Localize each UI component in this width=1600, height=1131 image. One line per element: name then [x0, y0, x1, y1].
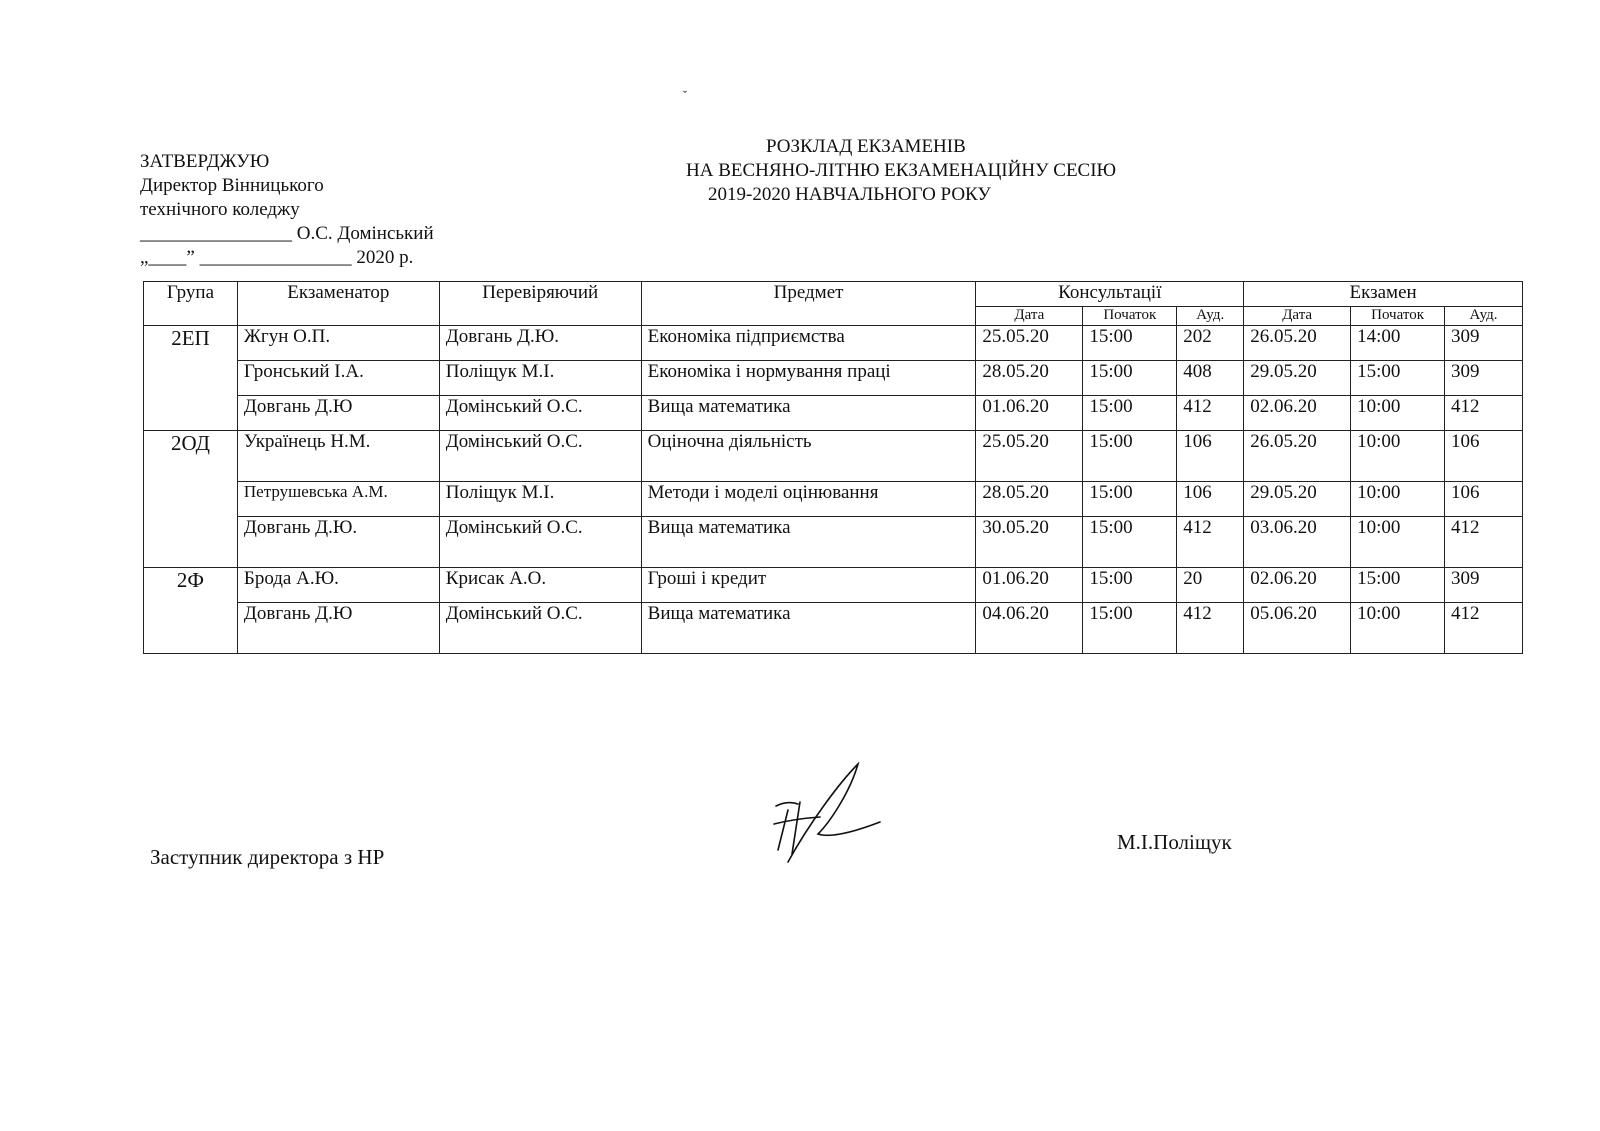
reviewer-cell: Довгань Д.Ю.	[439, 326, 641, 361]
subject-cell: Вища математика	[641, 517, 976, 568]
header-consult-start: Початок	[1083, 307, 1177, 326]
consult-date-cell: 30.05.20	[976, 517, 1083, 568]
consult-room-cell: 106	[1177, 431, 1244, 482]
deputy-director-title: Заступник директора з НР	[150, 845, 385, 869]
table-row	[144, 431, 1523, 482]
exam-date-cell: 29.05.20	[1244, 482, 1351, 517]
exam-start-cell: 10:00	[1351, 482, 1445, 517]
consult-date-cell: 01.06.20	[976, 568, 1083, 603]
header-consult-date: Дата	[976, 307, 1083, 326]
exam-start-cell: 15:00	[1351, 568, 1445, 603]
subject-cell: Економіка і нормування праці	[641, 361, 976, 396]
exam-date-cell: 26.05.20	[1244, 431, 1351, 482]
approval-date-line: „____” ________________ 2020 р.	[140, 247, 414, 268]
table-row	[144, 396, 1523, 431]
header-subject: Предмет	[641, 282, 976, 326]
exam-date-cell: 26.05.20	[1244, 326, 1351, 361]
consult-room-cell: 202	[1177, 326, 1244, 361]
approval-heading: ЗАТВЕРДЖУЮ	[140, 151, 270, 172]
header-exam: Екзамен	[1244, 282, 1523, 307]
header-consult-room: Ауд.	[1177, 307, 1244, 326]
consult-date-cell: 25.05.20	[976, 431, 1083, 482]
exam-start-cell: 10:00	[1351, 396, 1445, 431]
reviewer-cell: Домінський О.С.	[439, 603, 641, 654]
consult-start-cell: 15:00	[1083, 568, 1177, 603]
subject-cell: Оціночна діяльність	[641, 431, 976, 482]
group-cell: 2Ф	[144, 568, 238, 654]
consult-start-cell: 15:00	[1083, 517, 1177, 568]
reviewer-cell: Домінський О.С.	[439, 396, 641, 431]
consult-start-cell: 15:00	[1083, 361, 1177, 396]
scan-mark: ˇ	[683, 88, 687, 102]
examiner-cell: Жгун О.П.	[237, 326, 439, 361]
deputy-director-name: М.І.Поліщук	[1117, 830, 1232, 854]
consult-start-cell: 15:00	[1083, 482, 1177, 517]
subject-cell: Вища математика	[641, 603, 976, 654]
consult-date-cell: 01.06.20	[976, 396, 1083, 431]
consult-room-cell: 408	[1177, 361, 1244, 396]
header-exam-date: Дата	[1244, 307, 1351, 326]
consult-date-cell: 28.05.20	[976, 361, 1083, 396]
consult-room-cell: 412	[1177, 396, 1244, 431]
examiner-cell: Українець Н.М.	[237, 431, 439, 482]
consult-room-cell: 20	[1177, 568, 1244, 603]
exam-room-cell: 412	[1445, 603, 1523, 654]
header-group: Група	[144, 282, 238, 326]
header-reviewer: Перевіряючий	[439, 282, 641, 326]
table-row	[144, 517, 1523, 568]
subject-cell: Економіка підприємства	[641, 326, 976, 361]
exam-start-cell: 10:00	[1351, 517, 1445, 568]
exam-start-cell: 14:00	[1351, 326, 1445, 361]
exam-start-cell: 10:00	[1351, 603, 1445, 654]
exam-room-cell: 309	[1445, 361, 1523, 396]
consult-start-cell: 15:00	[1083, 326, 1177, 361]
consult-date-cell: 28.05.20	[976, 482, 1083, 517]
approval-signature-line: ________________ О.С. Домінський	[140, 223, 434, 244]
table-row	[144, 482, 1523, 517]
consult-date-cell: 25.05.20	[976, 326, 1083, 361]
approval-director: Директор Вінницького	[140, 175, 324, 196]
table-row	[144, 568, 1523, 603]
examiner-cell: Брода А.Ю.	[237, 568, 439, 603]
document-subtitle: НА ВЕСНЯНО-ЛІТНЮ ЕКЗАМЕНАЦІЙНУ СЕСІЮ	[686, 160, 1117, 181]
consult-room-cell: 106	[1177, 482, 1244, 517]
consult-start-cell: 15:00	[1083, 431, 1177, 482]
subject-cell: Вища математика	[641, 396, 976, 431]
examiner-cell: Довгань Д.Ю.	[237, 517, 439, 568]
examiner-cell: Довгань Д.Ю	[237, 396, 439, 431]
document-year: 2019-2020 НАВЧАЛЬНОГО РОКУ	[708, 184, 991, 205]
exam-date-cell: 05.06.20	[1244, 603, 1351, 654]
exam-date-cell: 29.05.20	[1244, 361, 1351, 396]
table-row	[144, 603, 1523, 654]
exam-room-cell: 106	[1445, 482, 1523, 517]
header-exam-room: Ауд.	[1445, 307, 1523, 326]
subject-cell: Гроші і кредит	[641, 568, 976, 603]
header-consultations: Консультації	[976, 282, 1244, 307]
exam-room-cell: 309	[1445, 568, 1523, 603]
handwritten-signature	[770, 762, 890, 882]
consult-room-cell: 412	[1177, 517, 1244, 568]
exam-room-cell: 106	[1445, 431, 1523, 482]
consult-date-cell: 04.06.20	[976, 603, 1083, 654]
exam-date-cell: 02.06.20	[1244, 568, 1351, 603]
examiner-cell: Довгань Д.Ю	[237, 603, 439, 654]
reviewer-cell: Поліщук М.І.	[439, 482, 641, 517]
examiner-cell: Петрушевська А.М.	[237, 482, 439, 517]
exam-schedule-table	[143, 281, 1523, 654]
header-exam-start: Початок	[1351, 307, 1445, 326]
exam-date-cell: 02.06.20	[1244, 396, 1351, 431]
table-row	[144, 361, 1523, 396]
consult-room-cell: 412	[1177, 603, 1244, 654]
reviewer-cell: Домінський О.С.	[439, 517, 641, 568]
exam-room-cell: 412	[1445, 517, 1523, 568]
consult-start-cell: 15:00	[1083, 396, 1177, 431]
exam-start-cell: 10:00	[1351, 431, 1445, 482]
exam-room-cell: 309	[1445, 326, 1523, 361]
header-examiner: Екзаменатор	[237, 282, 439, 326]
reviewer-cell: Домінський О.С.	[439, 431, 641, 482]
consult-start-cell: 15:00	[1083, 603, 1177, 654]
approval-block	[140, 150, 434, 270]
reviewer-cell: Поліщук М.І.	[439, 361, 641, 396]
group-cell: 2ЕП	[144, 326, 238, 431]
table-row	[144, 326, 1523, 361]
subject-cell: Методи і моделі оцінювання	[641, 482, 976, 517]
document-title: РОЗКЛАД ЕКЗАМЕНІВ	[766, 136, 966, 157]
approval-college: технічного коледжу	[140, 199, 300, 220]
group-cell: 2ОД	[144, 431, 238, 568]
exam-room-cell: 412	[1445, 396, 1523, 431]
exam-start-cell: 15:00	[1351, 361, 1445, 396]
reviewer-cell: Крисак А.О.	[439, 568, 641, 603]
examiner-cell: Гронський І.А.	[237, 361, 439, 396]
exam-date-cell: 03.06.20	[1244, 517, 1351, 568]
